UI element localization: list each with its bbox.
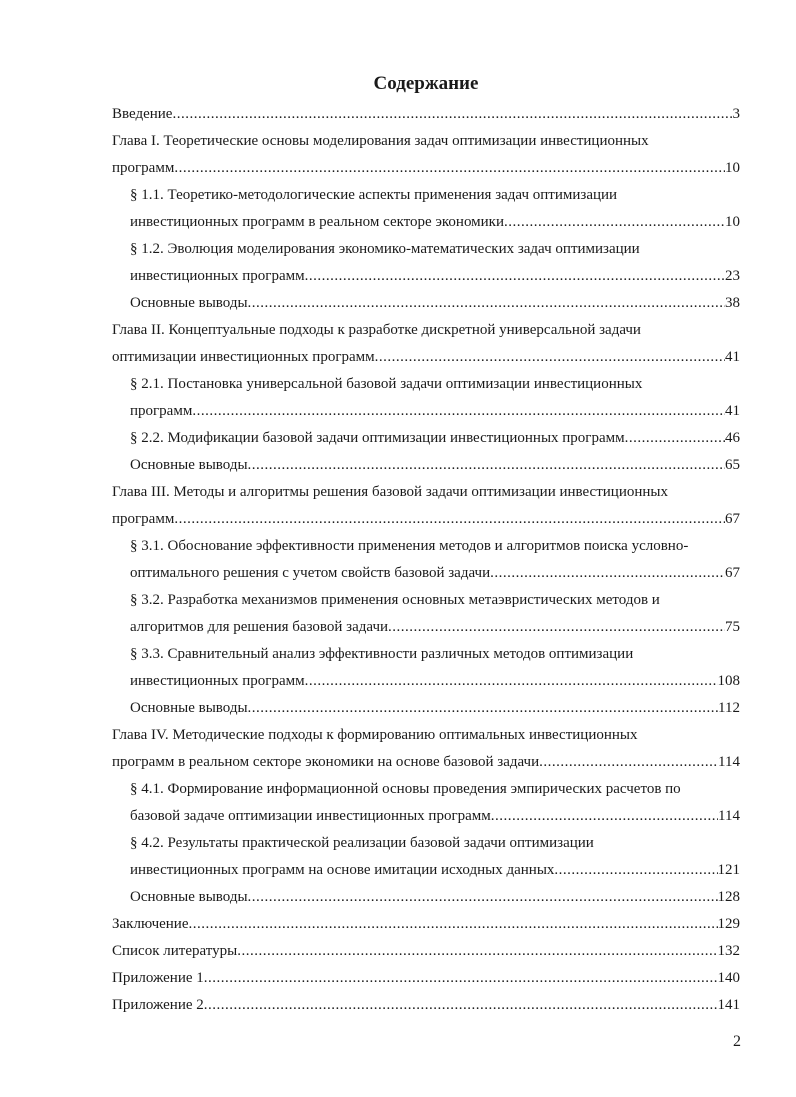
toc-entry-text: Введение — [112, 106, 173, 122]
toc-entry-text: инвестиционных программ в реальном секторе экономики — [130, 214, 504, 230]
toc-entry[interactable] — [112, 884, 740, 911]
toc-page-number: 67 — [725, 511, 740, 527]
toc-page-number: 67 — [725, 565, 740, 581]
toc-page-number: 41 — [725, 349, 740, 365]
toc-entry-text: § 4.2. Результаты практической реализации базовой задачи оптимизации — [130, 835, 594, 851]
dot-leader — [305, 668, 718, 695]
toc-entry[interactable] — [112, 533, 740, 587]
toc-entry[interactable] — [112, 965, 740, 992]
dot-leader — [248, 884, 718, 911]
toc-entry[interactable] — [112, 128, 740, 182]
toc-entry[interactable] — [112, 830, 740, 884]
dot-leader — [375, 344, 725, 371]
toc-page-number: 140 — [717, 970, 740, 986]
toc-entry-text: Основные выводы — [130, 889, 248, 905]
toc-entry[interactable] — [112, 641, 740, 695]
toc-entry[interactable] — [112, 938, 740, 965]
toc-page-number: 3 — [732, 106, 740, 122]
toc-page-number: 129 — [717, 916, 740, 932]
dot-leader — [192, 398, 725, 425]
toc-entry-text: § 1.1. Теоретико-методологические аспекты применения задач оптимизации — [130, 187, 618, 203]
dot-leader — [189, 911, 718, 938]
toc-entry[interactable] — [112, 290, 740, 317]
toc-entry-text: программ — [130, 403, 193, 419]
toc-page-number: 114 — [718, 808, 740, 824]
dot-leader — [248, 452, 725, 479]
toc-entry[interactable] — [112, 317, 740, 371]
toc-entry[interactable] — [112, 236, 740, 290]
toc-entry-text: инвестиционных программ на основе имитации исходных данных — [130, 862, 555, 878]
toc-entry[interactable] — [112, 911, 740, 938]
toc-entry[interactable] — [112, 587, 740, 641]
toc-entry-text: Глава II. Концептуальные подходы к разработке дискретной универсальной задачи — [112, 322, 641, 338]
toc-entry[interactable] — [112, 479, 740, 533]
toc-entry-text: Глава III. Методы и алгоритмы решения базовой задачи оптимизации инвестиционных — [112, 484, 668, 500]
dot-leader — [490, 560, 725, 587]
page-title: Содержание — [373, 73, 479, 94]
toc-page-number: 75 — [725, 619, 740, 635]
toc-entry[interactable] — [112, 371, 740, 425]
dot-leader — [504, 209, 725, 236]
toc-entry[interactable] — [112, 695, 740, 722]
toc-entry-text: инвестиционных программ — [130, 268, 305, 284]
toc-entry[interactable] — [112, 182, 740, 236]
toc-entry-text: § 3.1. Обоснование эффективности применения методов и алгоритмов поиска условно- — [130, 538, 689, 554]
toc-page-number: 112 — [718, 700, 740, 716]
toc-entry[interactable] — [112, 992, 740, 1019]
toc-page-number: 132 — [717, 943, 740, 959]
toc-entry-text: Основные выводы — [130, 457, 248, 473]
toc-entry-text: Глава I. Теоретические основы моделирования задач оптимизации инвестиционных — [112, 133, 649, 149]
dot-leader — [305, 263, 725, 290]
toc-entry-text: базовой задаче оптимизации инвестиционных программ — [130, 808, 491, 824]
toc-page-number: 46 — [725, 430, 740, 446]
toc-entry-text: § 2.1. Постановка универсальной базовой задачи оптимизации инвестиционных — [130, 376, 643, 392]
toc-entry[interactable] — [112, 722, 740, 776]
dot-leader — [248, 695, 719, 722]
toc-entry-text: § 1.2. Эволюция моделирования экономико-математических задач оптимизации — [130, 241, 640, 257]
toc-page-number: 38 — [725, 295, 740, 311]
toc-entry-text: Приложение 1 — [112, 970, 204, 986]
toc-entry-text: Список литературы — [112, 943, 238, 959]
toc-entry-text: инвестиционных программ — [130, 673, 305, 689]
toc-page-number: 23 — [725, 268, 740, 284]
toc-page-number: 108 — [717, 673, 740, 689]
dot-leader — [388, 614, 725, 641]
dot-leader — [491, 803, 718, 830]
toc-page-number: 114 — [718, 754, 740, 770]
toc-entry-text: § 2.2. Модификации базовой задачи оптимизации инвестиционных программ — [130, 430, 625, 446]
dot-leader — [237, 938, 717, 965]
toc-entry-text: программ — [112, 511, 175, 527]
toc-entry[interactable] — [112, 776, 740, 830]
dot-leader — [174, 506, 725, 533]
toc-entry-text: § 4.1. Формирование информационной основы проведения эмпирических расчетов по — [130, 781, 681, 797]
toc-entry-text: Основные выводы — [130, 700, 248, 716]
toc-entry-text: программ — [112, 160, 175, 176]
toc-entry-text: Заключение — [112, 916, 189, 932]
dot-leader — [204, 992, 718, 1019]
toc-entry-text: § 3.2. Разработка механизмов применения основных метаэвристических методов и — [130, 592, 660, 608]
toc-entry-text: Глава IV. Методические подходы к формированию оптимальных инвестиционных — [112, 727, 638, 743]
dot-leader — [174, 155, 725, 182]
toc-page-number: 41 — [725, 403, 740, 419]
toc-entry-text: оптимизации инвестиционных программ — [112, 349, 375, 365]
toc-entry-text: алгоритмов для решения базовой задачи — [130, 619, 389, 635]
toc-page-number: 10 — [725, 214, 740, 230]
toc-entry[interactable] — [112, 425, 740, 452]
dot-leader — [204, 965, 718, 992]
toc-entry[interactable] — [112, 101, 740, 128]
toc-entry[interactable] — [112, 452, 740, 479]
page-number: 2 — [733, 1033, 741, 1050]
toc-page-number: 65 — [725, 457, 740, 473]
dot-leader — [172, 101, 732, 128]
table-of-contents — [112, 101, 740, 1019]
dot-leader — [625, 425, 725, 452]
toc-page-number: 128 — [717, 889, 740, 905]
toc-page-number: 10 — [725, 160, 740, 176]
dot-leader — [554, 857, 717, 884]
toc-entry-text: Основные выводы — [130, 295, 248, 311]
dot-leader — [539, 749, 718, 776]
toc-page-number: 141 — [717, 997, 740, 1013]
toc-entry-text: программ в реальном секторе экономики на основе базовой задачи — [112, 754, 540, 770]
toc-entry-text: § 3.3. Сравнительный анализ эффективности различных методов оптимизации — [130, 646, 634, 662]
toc-entry-text: оптимального решения с учетом свойств базовой задачи — [130, 565, 491, 581]
toc-page-number: 121 — [717, 862, 740, 878]
toc-entry-text: Приложение 2 — [112, 997, 204, 1013]
dot-leader — [248, 290, 725, 317]
